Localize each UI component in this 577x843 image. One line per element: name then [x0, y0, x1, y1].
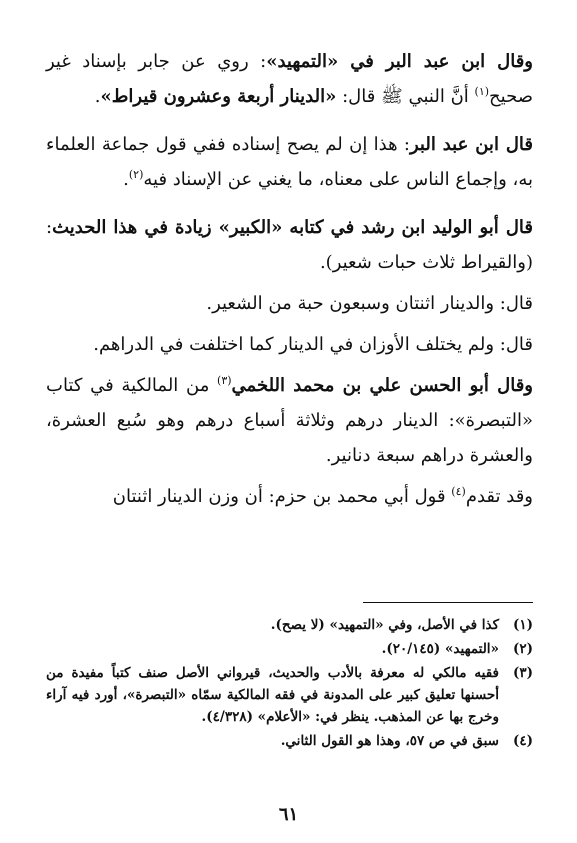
paragraph-text: من المالكية في كتاب «التبصرة»: الدينار درهم وثلاثة أسباع درهم وهو سُبع العشرة، والعشرة دراهم سبعة دنانير. — [46, 375, 533, 466]
footnote-text: سبق في ص ٥٧، وهذا هو القول الثاني. — [280, 733, 499, 749]
paragraph-text: : (والقيراط ثلاث حبات شعير). — [46, 217, 533, 273]
page-number: ٦١ — [278, 804, 299, 825]
paragraph-ibn-rushd — [46, 210, 533, 280]
footnote-item — [46, 614, 533, 636]
footnote-number: (٢) — [512, 641, 533, 657]
footnote-item — [46, 662, 533, 728]
footnote-reference[interactable]: (٤) — [451, 485, 466, 498]
footnote-separator — [363, 602, 533, 603]
paragraph-lead: وقال ابن عبد البر في «التمهيد» — [266, 51, 533, 72]
paragraph-weights — [46, 327, 533, 362]
paragraph-text: . — [123, 169, 129, 190]
footnote-text: فقيه مالكي له معرفة بالأدب والحديث، قيرواني الأصل صنف كتباً مفيدة من أحسنها تعليق كبير على المدونة في فقه المالكية سمّاه «التبصرة»، أورد فيه آراء وخرج بها عن المذهب. ينظر في: «الأعلام» (٤/٣٢٨). — [46, 665, 499, 725]
paragraph-lakhmi — [46, 368, 533, 473]
paragraph-text: وقد تقدم — [465, 486, 533, 507]
paragraph-text: : روي عن جابر بإسناد غير صحيح — [46, 51, 533, 107]
paragraph-ibn-abd-al-barr-comment — [46, 127, 533, 197]
footnote-number: (١) — [512, 617, 533, 633]
paragraph-text: قال: ولم يختلف الأوزان في الدينار كما اختلفت في الدراهم. — [93, 334, 533, 355]
paragraph-ibn-hazm — [46, 479, 533, 514]
footnote-text: كذا في الأصل، وفي «التمهيد» (لا يصح). — [270, 617, 499, 633]
paragraph-lead: وقال أبو الحسن علي بن محمد اللخمي — [231, 375, 533, 396]
footnote-reference[interactable]: (٢) — [128, 168, 144, 181]
paragraph-text: : هذا إن لم يصح إسناده ففي قول جماعة العلماء به، وإجماع الناس على معناه، ما يغني عن الإسناد فيه — [46, 134, 533, 190]
paragraph-text: . — [94, 86, 101, 107]
paragraph-lead: قال أبو الوليد ابن رشد في كتابه «الكبير» زيادة في هذا الحديث — [52, 217, 533, 238]
footnote-number: (٣) — [512, 665, 533, 681]
footnote-reference[interactable]: (١) — [474, 85, 490, 98]
paragraph-lead: قال ابن عبد البر — [410, 134, 533, 155]
paragraph-text: قال: والدينار اثنتان وسبعون حبة من الشعير. — [206, 293, 533, 314]
footnote-text: «التمهيد» (٢٠/١٤٥). — [381, 641, 499, 657]
footnote-reference[interactable]: (٣) — [217, 374, 232, 387]
footnotes — [46, 614, 533, 754]
main-text — [46, 44, 533, 514]
footnote-item — [46, 730, 533, 752]
paragraph-dinar-grains — [46, 286, 533, 321]
paragraph-text: قول أبي محمد بن حزم: أن وزن الدينار اثنتان — [112, 486, 452, 507]
footnote-number: (٤) — [512, 733, 533, 749]
paragraph-ibn-abd-al-barr-tamhid — [46, 44, 533, 114]
footnote-item — [46, 638, 533, 660]
hadith-quote: «الدينار أربعة وعشرون قيراط» — [100, 86, 337, 107]
paragraph-text: أنَّ النبي ﷺ قال: — [336, 86, 475, 107]
